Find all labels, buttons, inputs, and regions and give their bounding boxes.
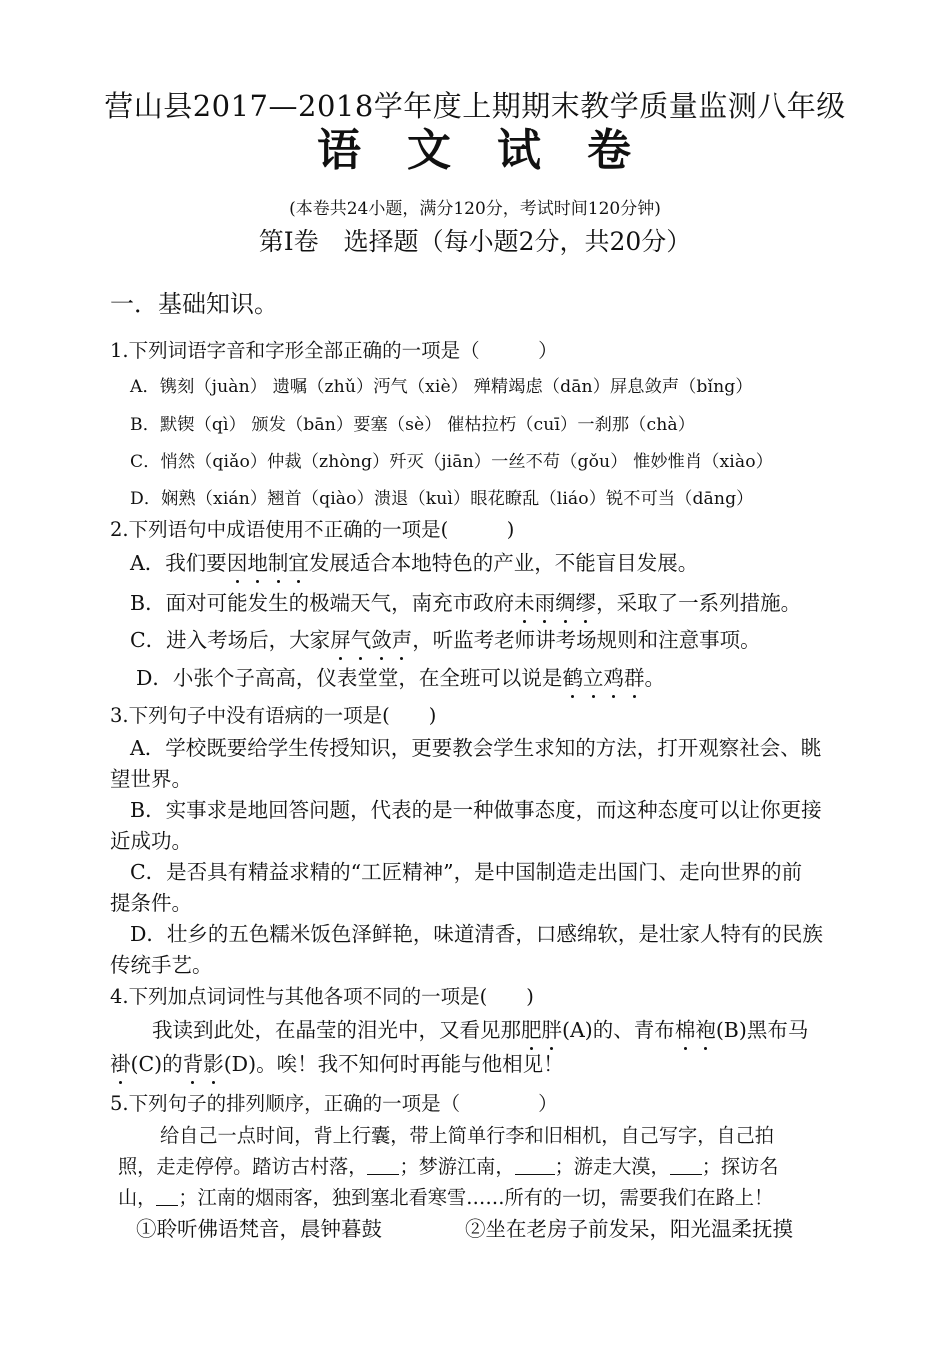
answer-blank[interactable] (367, 1156, 399, 1175)
title-char: 文 (407, 125, 453, 176)
question-3-stem: 3.下列句子中没有语病的一项是( ) (110, 704, 437, 727)
question-5-choice-1: ①聆听佛语梵音，晨钟暮鼓 (136, 1217, 382, 1241)
option-text: B．面对可能发生的极端天气，南充市政府 (130, 591, 515, 615)
question-2-option-b (130, 586, 801, 616)
option-text: D．小张个子高高，仪表堂堂，在全班可以说是 (136, 666, 563, 690)
question-5-passage-line2 (118, 1152, 778, 1179)
title-char: 语 (317, 125, 363, 176)
dotted-word (675, 1018, 716, 1042)
answer-blank[interactable] (156, 1187, 178, 1206)
emphasis-char: 褂 (110, 1047, 131, 1077)
passage-text: ；探访名 (701, 1155, 779, 1178)
question-2-option-d (136, 661, 665, 691)
emphasis-char: 地 (247, 546, 268, 576)
emphasis-char: 气 (351, 623, 372, 653)
emphasis-char: 绸 (555, 586, 576, 616)
passage-text: (D)。唉！我不知何时再能与他相见！ (223, 1052, 564, 1076)
option-text: A．我们要 (130, 551, 227, 575)
dotted-word (183, 1052, 224, 1076)
passage-text: (A)的、青布 (562, 1018, 675, 1042)
emphasis-char: 肥 (521, 1013, 542, 1043)
question-4-stem: 4.下列加点词词性与其他各项不同的一项是( ) (110, 985, 534, 1008)
passage-text: (C)的 (130, 1052, 183, 1076)
emphasis-char: 雨 (535, 586, 556, 616)
dotted-idiom (562, 666, 644, 690)
question-3-option-c-line2: 提条件。 (110, 891, 192, 915)
emphasis-char: 胖 (542, 1013, 563, 1043)
question-5-stem: 5.下列句子的排列顺序，正确的一项是（ ） (110, 1092, 558, 1115)
question-1-option-a: A．镌刻（juàn） 遗嘱（zhǔ）沔气（xiè） 殚精竭虑（dān）屏息敛声（bǐng） (130, 377, 753, 397)
dotted-idiom (227, 551, 309, 575)
passage-text: ；江南的烟雨客，独到塞北看寒雪……所有的一切，需要我们在路上！ (178, 1186, 774, 1209)
question-1-option-b: B．默锲（qì） 颁发（bān）要塞（sè） 催枯拉朽（cuī）一刹那（chà） (130, 415, 696, 435)
passage-text: 山， (118, 1186, 157, 1209)
passage-text: (B)黑布马 (715, 1018, 809, 1042)
passage-text: 我读到此处，在晶莹的泪光中，又看见那 (152, 1018, 521, 1042)
section-title: 第Ⅰ卷 选择题（每小题2分，共20分） (258, 227, 692, 256)
question-3-option-d-line1: D．壮乡的五色糯米饭色泽鲜艳，味道清香，口感绵软，是壮家人特有的民族 (130, 922, 823, 946)
dotted-idiom (330, 628, 412, 652)
question-1-option-d: D．娴熟（xián）翘首（qiào）溃退（kuì）眼花瞭乱（liáo）锐不可当（dāng） (130, 489, 754, 509)
question-2-option-c (130, 623, 761, 653)
emphasis-char: 宜 (288, 546, 309, 576)
exam-title (0, 114, 950, 178)
emphasis-char: 立 (583, 661, 604, 691)
emphasis-char: 影 (203, 1047, 224, 1077)
title-char: 卷 (587, 125, 633, 176)
title-char: 试 (497, 125, 543, 176)
emphasis-char: 棉 (675, 1013, 696, 1043)
dotted-word (521, 1018, 562, 1042)
answer-blank[interactable] (670, 1156, 702, 1175)
emphasis-char: 背 (183, 1047, 204, 1077)
dotted-idiom (514, 591, 596, 615)
emphasis-char: 屏 (330, 623, 351, 653)
option-text: C．进入考场后，大家 (130, 628, 331, 652)
question-1-stem: 1.下列词语字音和字形全部正确的一项是（ ） (110, 339, 558, 362)
question-3-option-b-line1: B．实事求是地回答问题，代表的是一种做事态度，而这种态度可以让你更接 (130, 798, 822, 822)
emphasis-char: 声 (392, 623, 413, 653)
question-2-stem: 2.下列语句中成语使用不正确的一项是( ) (110, 518, 515, 541)
exam-header-line: 营山县2017—2018学年度上期期末教学质量监测八年级 (104, 89, 846, 123)
question-3-option-a-line1: A．学校既要给学生传授知识，更要教会学生求知的方法，打开观察社会、眺 (130, 736, 822, 760)
question-1-option-c: C．悄然（qiǎo）仲裁（zhòng）歼灭（jiān）一丝不苟（gǒu） 惟妙惟肖（xiào） (130, 452, 773, 472)
emphasis-char: 因 (227, 546, 248, 576)
emphasis-char: 袍 (695, 1013, 716, 1043)
question-3-option-c-line1: C．是否具有精益求精的“工匠精神”，是中国制造走出国门、走向世界的前 (130, 860, 803, 884)
answer-blank[interactable] (515, 1156, 555, 1175)
option-text: 。 (644, 666, 665, 690)
exam-note: (本卷共24小题，满分120分，考试时间120分钟) (289, 199, 661, 219)
question-4-passage-line2 (110, 1047, 564, 1077)
question-5-passage-line1: 给自己一点时间，背上行囊，带上简单行李和旧相机，自己写字，自己拍 (160, 1124, 774, 1147)
question-2-option-a (130, 546, 698, 576)
question-4-passage-line1 (152, 1013, 808, 1043)
passage-text: ；游走大漠， (554, 1155, 670, 1178)
question-3-option-b-line2: 近成功。 (110, 829, 192, 853)
passage-text: ；梦游江南， (399, 1155, 515, 1178)
emphasis-char: 群 (624, 661, 645, 691)
part-heading: 一．基础知识。 (110, 290, 278, 318)
option-text: ，听监考老师讲考场规则和注意事项。 (412, 628, 761, 652)
option-text: ，采取了一系列措施。 (596, 591, 802, 615)
dotted-word (110, 1052, 131, 1076)
question-3-option-a-line2: 望世界。 (110, 767, 192, 791)
emphasis-char: 鹤 (562, 661, 583, 691)
question-3-option-d-line2: 传统手艺。 (110, 953, 213, 977)
question-5-passage-line3 (118, 1183, 773, 1210)
question-5-choice-2: ②坐在老房子前发呆，阳光温柔抚摸 (465, 1217, 793, 1241)
emphasis-char: 鸡 (603, 661, 624, 691)
option-text: 发展适合本地特色的产业，不能盲目发展。 (308, 551, 699, 575)
emphasis-char: 缪 (576, 586, 597, 616)
emphasis-char: 未 (514, 586, 535, 616)
passage-text: 照，走走停停。踏访古村落， (118, 1155, 368, 1178)
emphasis-char: 制 (268, 546, 289, 576)
emphasis-char: 敛 (371, 623, 392, 653)
